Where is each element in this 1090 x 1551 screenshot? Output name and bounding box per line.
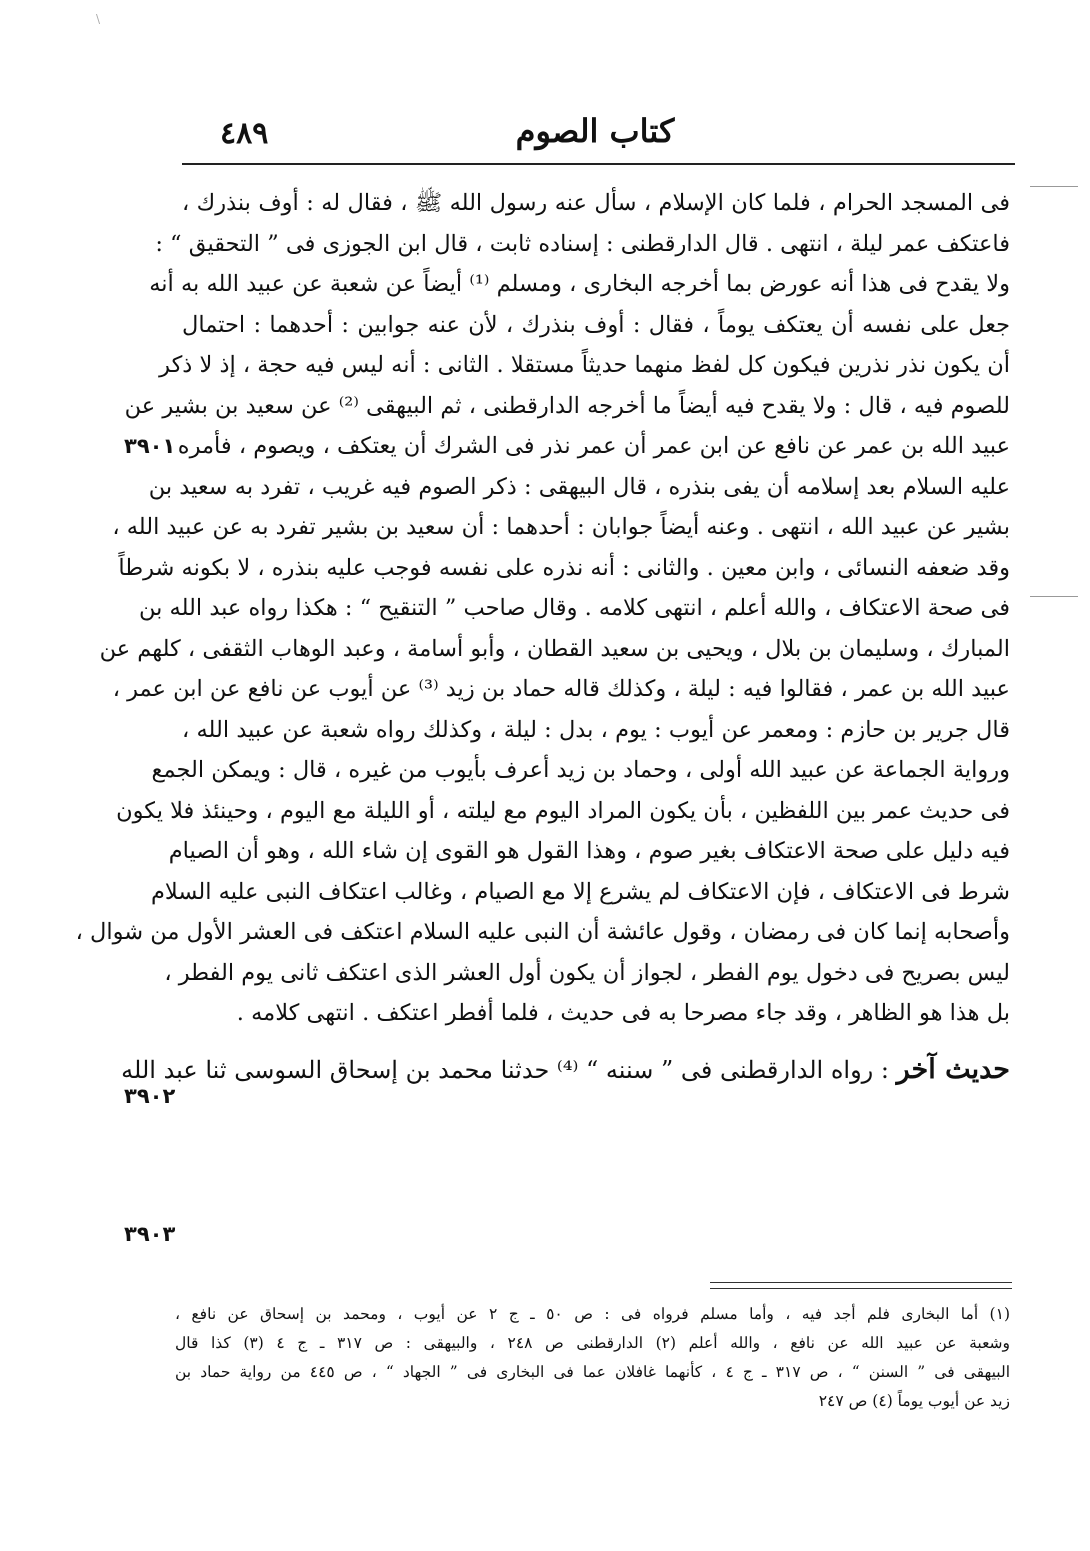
header-rule (182, 163, 1015, 165)
hadith-label: حديث آخر (896, 1053, 1010, 1085)
footnote-line: البيهقى فى ” السنن “ ، ص ٣١٧ ـ ج ٤ ، كأنهما غافلان عما فى البخارى فى ” الجهاد “ ، ص ٤٤٥ من رواية حماد بن (175, 1363, 1011, 1381)
text-line: قال جرير بن حازم : ومعمر عن أيوب : يوم ، بدل : ليلة ، وكذلك رواه شعبة عن عبيد الله ، (182, 716, 1010, 743)
text-line: فى المسجد الحرام ، فلما كان الإسلام ، سأل عنه رسول الله ﷺ ، فقال له : أوف بنذرك ، (182, 190, 1010, 216)
footnote-line: زيد عن أيوب يوماً (٤) ص ٢٤٧ (818, 1392, 1010, 1410)
margin-mark (1030, 596, 1078, 597)
text-line: بشير عن عبيد الله ، انتهى . وعنه أيضاً جوابان : أحدهما : أن سعيد بن بشير تفرد به عن عبيد الله ، (112, 514, 1010, 540)
text-line: للصوم فيه ، قال : ولا يقدح فيه أيضاً ما أخرجه الدارقطنى ، ثم البيهقى ⁽²⁾ عن سعيد بن بشير عن (124, 392, 1010, 419)
paragraph-gap (182, 1034, 1010, 1048)
footnote-rule (710, 1282, 1012, 1283)
page-header (180, 112, 1010, 156)
text-line: فى حديث عمر بين اللفظين ، بأن يكون المراد اليوم مع ليلته ، أو الليلة مع اليوم ، وحينئذ فلا يكون (116, 797, 1010, 824)
text-line: عبيد الله بن عمر عن نافع عن ابن عمر أن عمر نذر فى الشرك أن يعتكف ، ويصوم ، فأمره (177, 433, 1010, 459)
hadith-heading-line (121, 1048, 1010, 1092)
margin-mark (1030, 186, 1078, 187)
text-line: فيه دليل على صحة الاعتكاف بغير صوم ، وهذا القول هو القوى إن شاء الله ، وهو أن الصيام (168, 838, 1010, 864)
hadith-number-marker: ٣٩٠٢ (124, 1084, 176, 1108)
text-line: أن يكون نذر نذرين فيكون كل لفظ منهما حديثاً مستقلا . الثانى : أنه ليس فيه حجة ، إذ لا ذكر (159, 352, 1010, 378)
footnote-rule (710, 1288, 1012, 1289)
text-line: ورواية الجماعة عن عبيد الله أولى ، وحماد بن زيد أعرف بأيوب من غيره ، قال : ويمكن الجمع (151, 757, 1010, 783)
text-line: بل هذا هو الظاهر ، وقد جاء مصرحا به فى حديث ، فلما أفطر اعتكف . انتهى كلامه . (236, 1000, 1010, 1026)
footnotes (175, 1300, 1010, 1416)
text-line: جعل على نفسه أن يعتكف يوماً ، فقال : أوف بنذرك ، لأن عنه جوابين : أحدهما : احتمال (182, 311, 1010, 338)
text-line: عليه السلام بعد إسلامه أن يفى بنذره ، قال البيهقى : ذكر الصوم فيه غريب ، تفرد به سعيد بن (148, 473, 1010, 500)
text-line: شرط فى الاعتكاف ، فإن الاعتكاف لم يشرع إلا مع الصيام ، وغالب اعتكاف النبى عليه السلام (151, 878, 1010, 905)
text-line: عبيد الله بن عمر ، فقالوا فيه : ليلة ، وكذلك قاله حماد بن زيد ⁽³⁾ عن أيوب عن نافع عن ابن عمر ، (112, 676, 1010, 702)
hadith-number-marker: ٣٩٠١ (124, 434, 176, 458)
hadith-number-marker: ٣٩٠٣ (124, 1222, 176, 1246)
hadith-text: : رواه الدارقطنى فى ” سننه “ ⁽⁴⁾ حدثنا محمد بن إسحاق السوسى ثنا عبد الله (121, 1055, 889, 1084)
footnote-line: وشعبة عن عبيد الله عن نافع ، والله أعلم (٢) الدارقطنى ص ٢٤٨ ، والبيهقى : ص ٣١٧ ـ ج ٤ (٣) كذا قال (175, 1334, 1011, 1352)
text-line: المبارك ، وسليمان بن بلال ، ويحيى بن سعيد القطان ، وأبو أسامة ، وعبد الوهاب الثقفى ، كلهم عن (99, 635, 1010, 662)
running-title: كتاب الصوم (515, 112, 675, 150)
footnote-line: (١) أما البخارى فلم أجد فيه ، وأما مسلم فرواه فى : ص ٥٠ ـ ج ٢ عن أيوب ، ومحمد بن إسحاق عن نافع ، (175, 1305, 1010, 1323)
text-line: ولا يقدح فى هذا أنه عورض بما أخرجه البخارى ، ومسلم ⁽¹⁾ أيضاً عن شعبة عن عبيد الله به أنه (149, 271, 1010, 297)
text-line: فى صحة الاعتكاف ، والله أعلم ، انتهى كلامه . وقال صاحب ” التنقيح “ : هكذا رواه عبد الله بن (139, 595, 1010, 621)
text-line: وأصحابه إنما كان فى رمضان ، وقول عائشة أن النبى عليه السلام اعتكف فى العشر الأول من شوال ، (75, 919, 1010, 945)
text-line: فاعتكف عمر ليلة ، انتهى . قال الدارقطنى : إسناده ثابت ، قال ابن الجوزى فى ” التحقيق “ : (155, 230, 1010, 257)
page-number: ٤٨٩ (220, 116, 269, 151)
text-line: وقد ضعفه النسائى ، وابن معين . والثانى : أنه نذره على نفسه فوجب عليه بنذره ، لا بكونه شرطاً (118, 554, 1010, 581)
scan-mark: \ (96, 12, 101, 26)
text-line: ليس بصريح فى دخول يوم الفطر ، لجواز أن يكون أول العشر الذى اعتكف ثانى يوم الفطر ، (164, 959, 1010, 986)
